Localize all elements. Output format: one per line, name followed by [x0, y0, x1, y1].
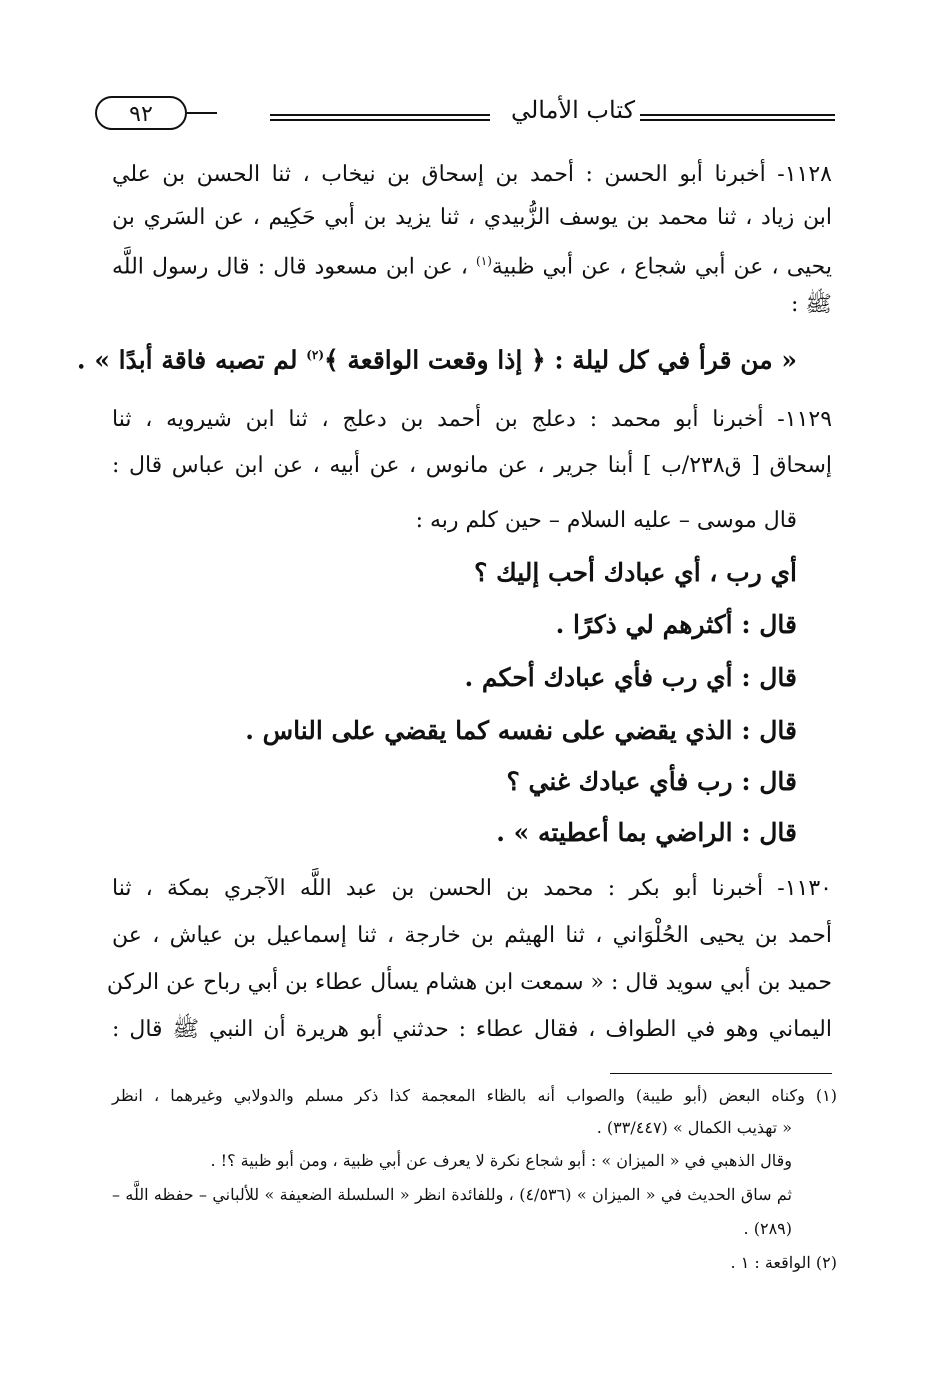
header-rule-right	[640, 114, 835, 121]
page-number: ٩٢	[95, 96, 187, 130]
footnote-line: (٢٨٩) .	[743, 1219, 792, 1238]
text-span: يحيى ، عن أبي شجاع ، عن أبي ظبية	[491, 254, 833, 280]
header-rule-middle	[270, 114, 490, 121]
text-line: ١١٣٠- أخبرنا أبو بكر : محمد بن الحسن بن عبد اللَّه الآجري بمكة ، ثنا	[112, 876, 832, 901]
footnote-ref: (٢)	[306, 348, 325, 362]
text-line: أحمد بن يحيى الحُلْوَاني ، ثنا الهيثم بن خارجة ، ثنا إسماعيل بن عياش ، عن	[112, 923, 832, 948]
footnote-separator	[610, 1073, 832, 1074]
footnote-ref: (١)	[476, 254, 492, 268]
text-line: قال موسى – عليه السلام – حين كلم ربه :	[415, 508, 797, 533]
hadith-text: قال : الذي يقضي على نفسه كما يقضي على الناس .	[245, 716, 797, 745]
text-line: حميد بن أبي سويد قال : « سمعت ابن هشام يسأل عطاء بن أبي رباح عن الركن	[106, 970, 832, 995]
footnote-line: (٢) الواقعة : ١ .	[730, 1253, 837, 1272]
footnote-line: وقال الذهبي في « الميزان » : أبو شجاع نكرة لا يعرف عن أبي ظبية ، ومن أبو ظبية ؟! .	[210, 1151, 792, 1170]
hadith-text: قال : الراضي بما أعطيته » .	[496, 818, 797, 847]
text-line: اليماني وهو في الطواف ، فقال عطاء : حدثني أبو هريرة أن النبي ﷺ قال :	[112, 1017, 832, 1042]
footnote-line: « تهذيب الكمال » (٣٣/٤٤٧) .	[596, 1118, 792, 1137]
text-span: « من قرأ في كل ليلة : ﴿ إذا وقعت الواقعة ﴾	[324, 345, 797, 375]
text-line: ابن زياد ، ثنا محمد بن يوسف الزُّبيدي ، ثنا يزيد بن أبي حَكِيم ، عن السَري بن	[112, 205, 832, 230]
hadith-text: قال : أي رب فأي عبادك أحكم .	[464, 663, 797, 692]
text-span: لم تصبه فاقة أبدًا » .	[76, 345, 307, 375]
text-line	[112, 246, 832, 282]
text-line: ﷺ :	[791, 292, 832, 317]
text-line: ١١٢٨- أخبرنا أبو الحسن : أحمد بن إسحاق بن نيخاب ، ثنا الحسن بن علي	[112, 162, 832, 187]
footnote-line: (١) وكناه البعض (أبو طيبة) والصواب أنه بالظاء المعجمة كذا ذكر مسلم والدولابي وغيرهما ، انظر	[112, 1086, 837, 1105]
text-line: إسحاق [ ق٢٣٨/ب ] أبنا جرير ، عن مانوس ، عن أبيه ، عن ابن عباس قال :	[112, 453, 832, 478]
hadith-text: قال : أكثرهم لي ذكرًا .	[555, 610, 797, 639]
text-line: ١١٢٩- أخبرنا أبو محمد : دعلج بن أحمد بن دعلج ، ثنا ابن شيرويه ، ثنا	[112, 407, 833, 432]
page-number-rule	[187, 112, 217, 114]
hadith-text	[76, 340, 797, 375]
text-span: ، عن ابن مسعود قال : قال رسول اللَّه	[112, 254, 477, 280]
footnote-line: ثم ساق الحديث في « الميزان » (٤/٥٣٦) ، وللفائدة انظر « السلسلة الضعيفة » للألباني – حفظه اللَّه –	[112, 1185, 793, 1204]
page-header	[95, 92, 835, 140]
hadith-text: قال : رب فأي عبادك غني ؟	[506, 767, 797, 796]
running-title: كتاب الأمالي	[510, 96, 635, 124]
hadith-text: أي رب ، أي عبادك أحب إليك ؟	[474, 558, 797, 587]
